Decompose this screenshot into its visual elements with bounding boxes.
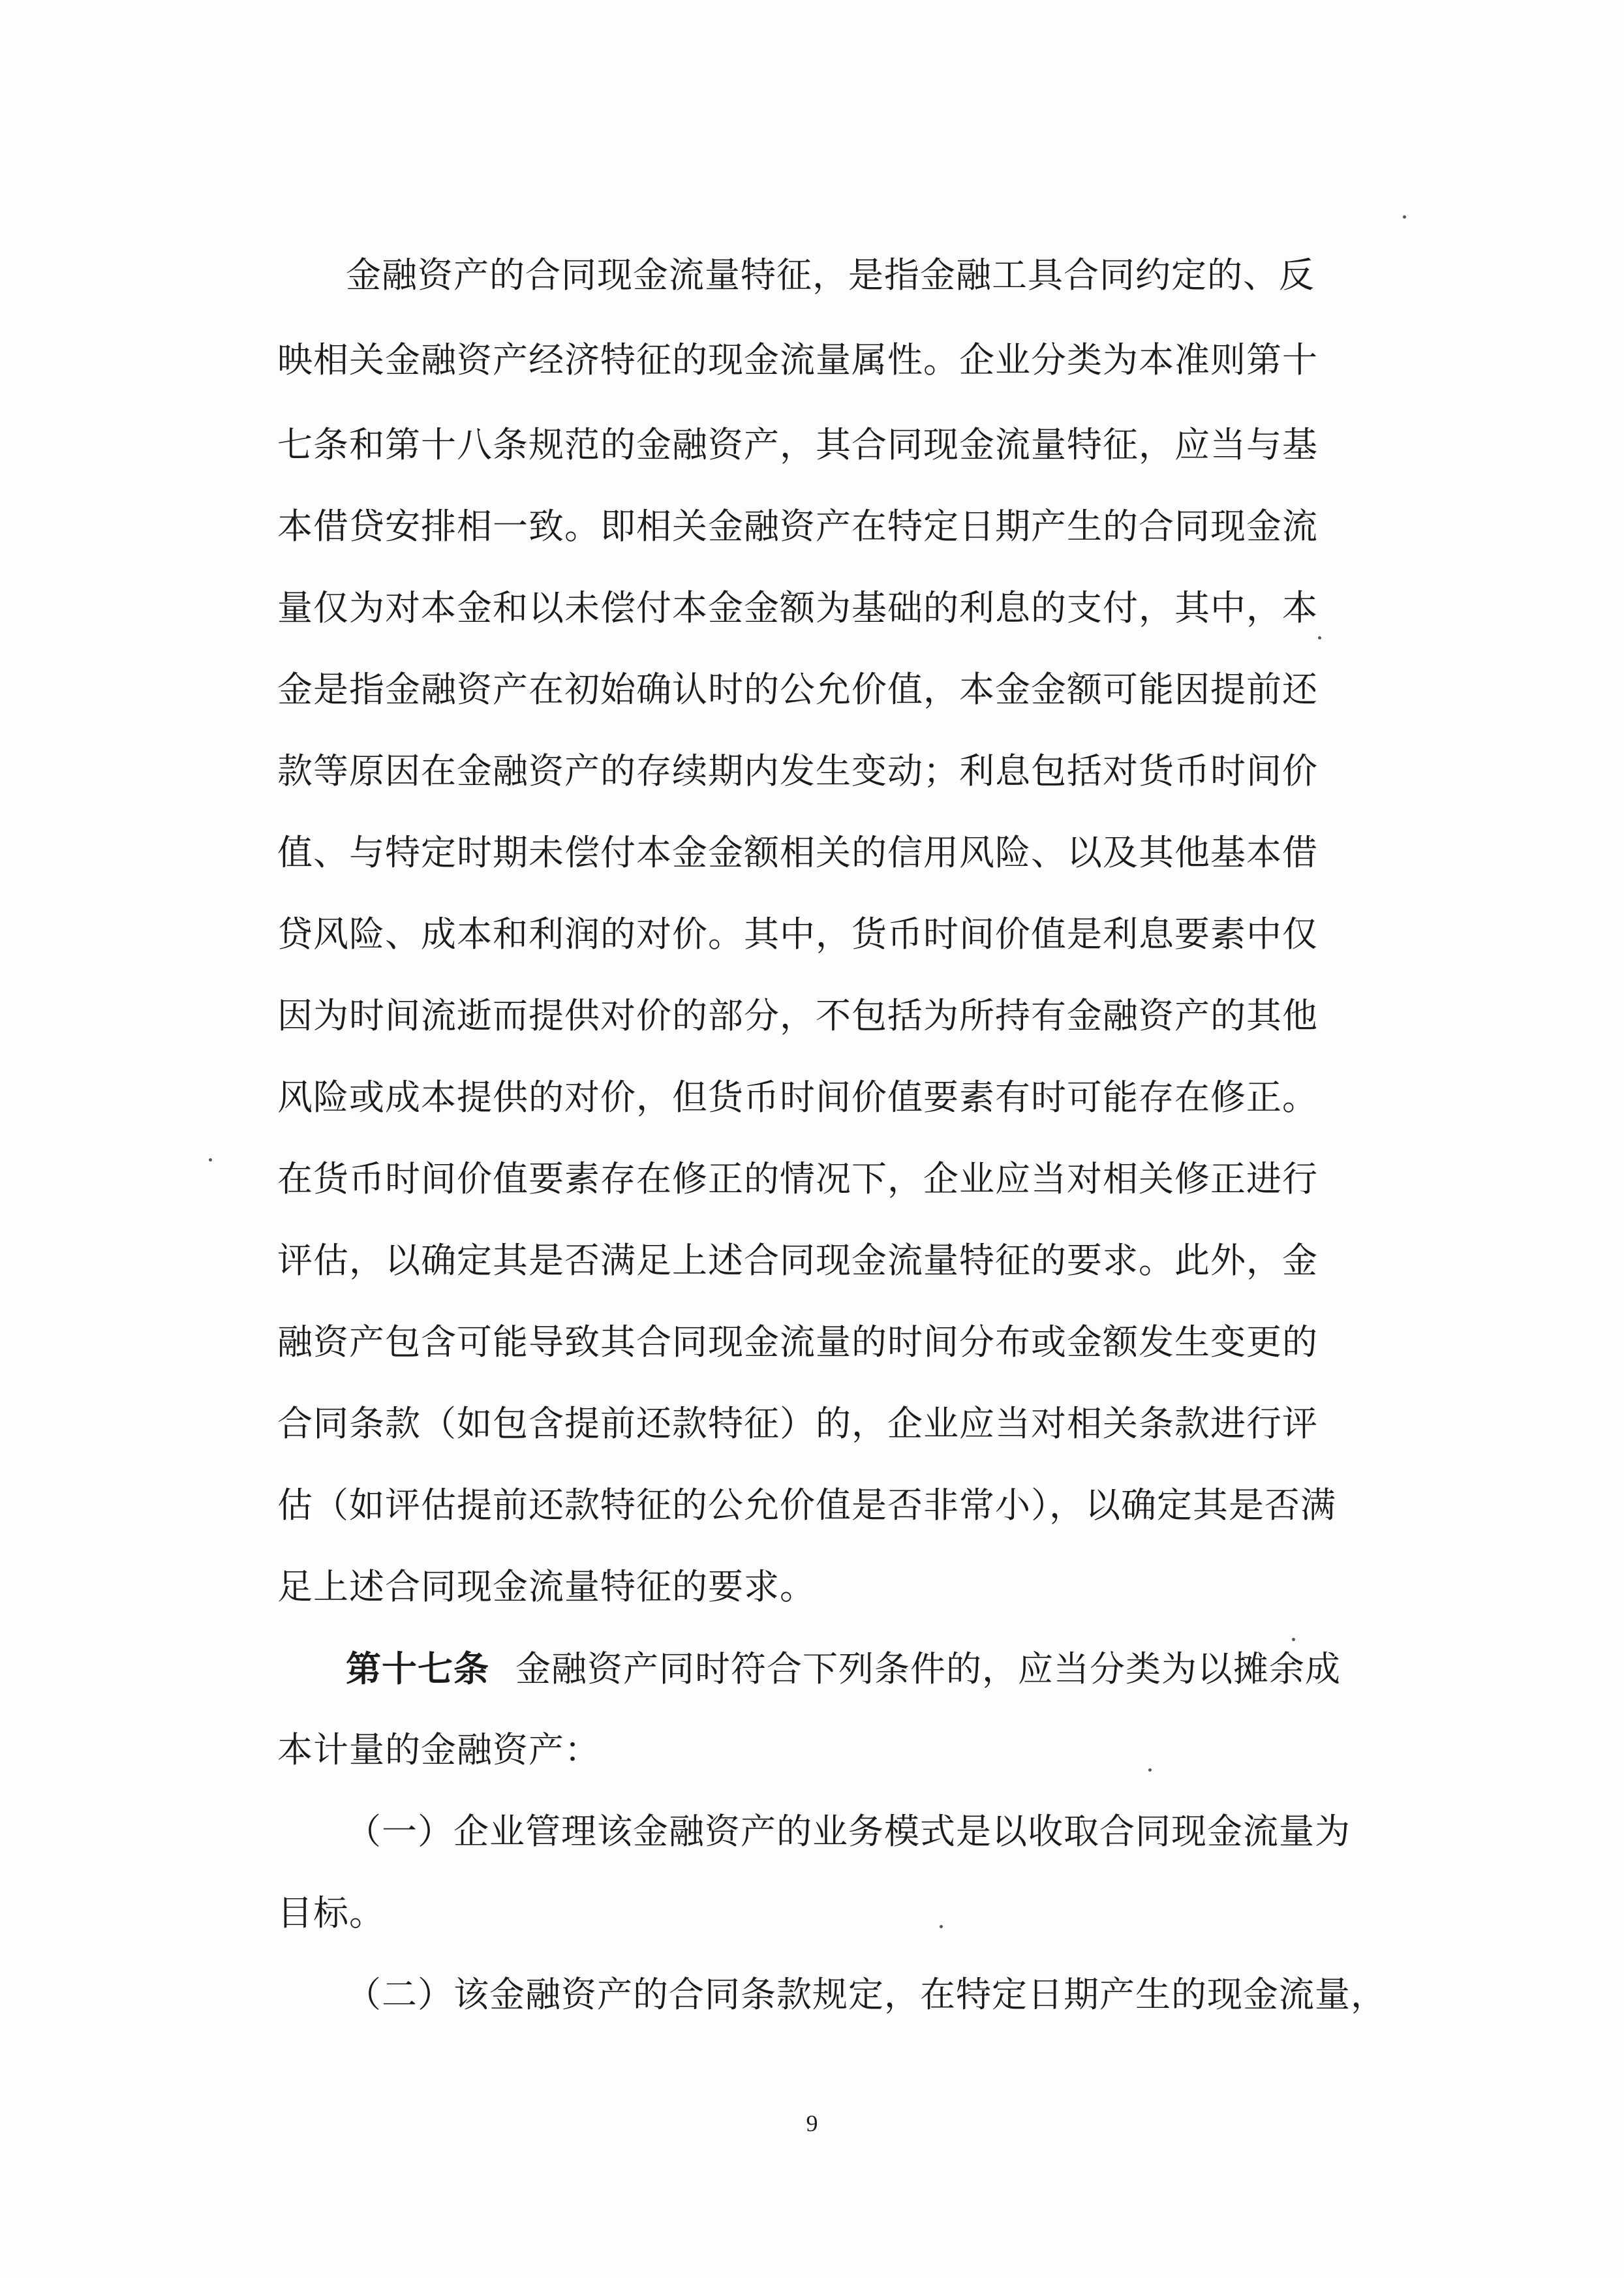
paragraph-line: 融资产包含可能导致其合同现金流量的时间分布或金额发生变更的 bbox=[277, 1321, 1318, 1362]
article-title: 第十七条 bbox=[346, 1648, 489, 1689]
article-heading-line bbox=[346, 1648, 1347, 1689]
paragraph-line: 足上述合同现金流量特征的要求。 bbox=[277, 1566, 816, 1607]
scan-speck bbox=[209, 1158, 212, 1162]
scan-speck bbox=[1292, 1638, 1295, 1641]
paragraph-line: 评估，以确定其是否满足上述合同现金流量特征的要求。此外，金 bbox=[277, 1240, 1318, 1281]
paragraph-line: 贷风险、成本和利润的对价。其中，货币时间价值是利息要素中仅 bbox=[277, 914, 1318, 955]
paragraph-line: 本借贷安排相一致。即相关金融资产在特定日期产生的合同现金流 bbox=[277, 506, 1318, 547]
paragraph-line: 在货币时间价值要素存在修正的情况下，企业应当对相关修正进行 bbox=[277, 1158, 1318, 1199]
list-item-line: （一）企业管理该金融资产的业务模式是以收取合同现金流量为 bbox=[346, 1811, 1351, 1852]
paragraph-line: 估（如评估提前还款特征的公允价值是否非常小），以确定其是否满 bbox=[277, 1485, 1336, 1526]
article-text-line: 本计量的金融资产： bbox=[277, 1729, 600, 1770]
paragraph-line: 合同条款（如包含提前还款特征）的，企业应当对相关条款进行评 bbox=[277, 1403, 1318, 1444]
scan-speck bbox=[1148, 1768, 1152, 1772]
scan-speck bbox=[1318, 636, 1321, 639]
paragraph-line: 量仅为对本金和以未偿付本金金额为基础的利息的支付，其中，本 bbox=[277, 587, 1318, 628]
paragraph-line: 值、与特定时期未偿付本金金额相关的信用风险、以及其他基本借 bbox=[277, 832, 1318, 873]
scan-speck bbox=[1403, 215, 1406, 219]
paragraph-line: 款等原因在金融资产的存续期内发生变动；利息包括对货币时间价 bbox=[277, 750, 1318, 792]
paragraph-line: 映相关金融资产经济特征的现金流量属性。企业分类为本准则第十 bbox=[277, 339, 1318, 380]
scan-speck bbox=[940, 1925, 943, 1928]
list-item-line: 目标。 bbox=[277, 1892, 385, 1933]
paragraph-line: 因为时间流逝而提供对价的部分，不包括为所持有金融资产的其他 bbox=[277, 995, 1318, 1036]
page-number: 9 bbox=[806, 2110, 818, 2136]
paragraph-line: 金融资产的合同现金流量特征，是指金融工具合同约定的、反 bbox=[346, 254, 1315, 296]
article-text: 金融资产同时符合下列条件的，应当分类为以摊余成 bbox=[515, 1648, 1341, 1689]
list-item-line: （二）该金融资产的合同条款规定，在特定日期产生的现金流量， bbox=[346, 1974, 1387, 2015]
paragraph-line: 风险或成本提供的对价，但货币时间价值要素有时可能存在修正。 bbox=[277, 1077, 1318, 1118]
paragraph-line: 七条和第十八条规范的金融资产，其合同现金流量特征，应当与基 bbox=[277, 424, 1318, 465]
paragraph-line: 金是指金融资产在初始确认时的公允价值，本金金额可能因提前还 bbox=[277, 669, 1318, 710]
